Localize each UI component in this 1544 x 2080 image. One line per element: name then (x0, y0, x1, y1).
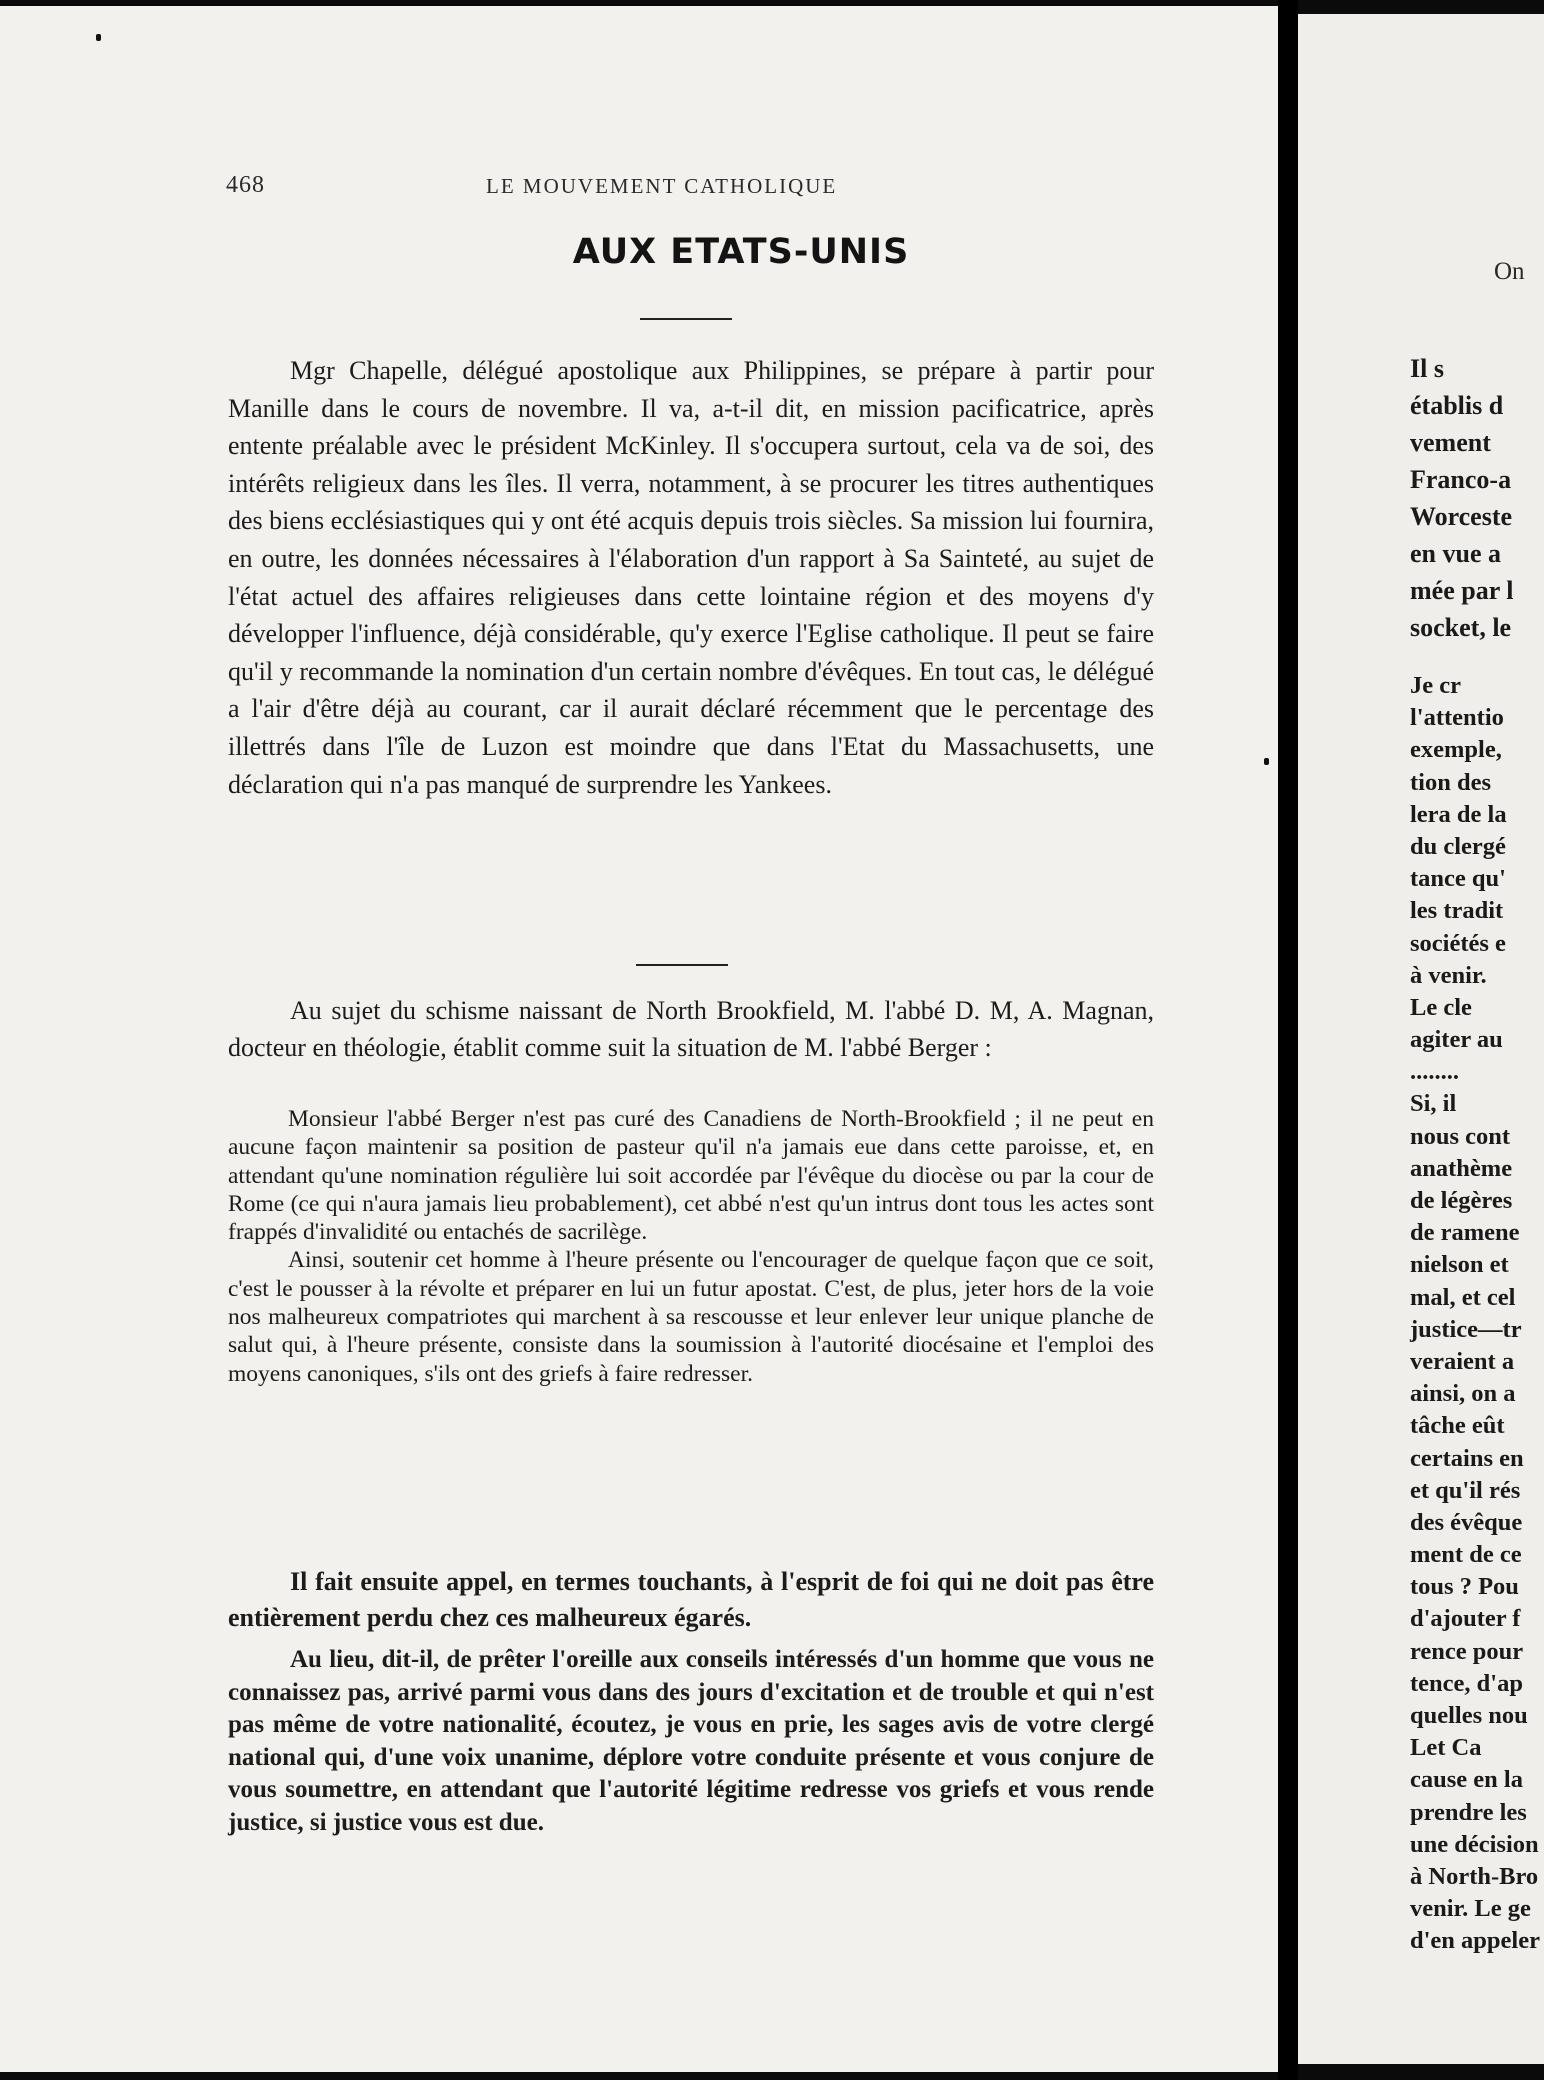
running-head (226, 172, 1256, 212)
right-line: Franco-a (1410, 465, 1512, 494)
right-line: Worceste (1410, 502, 1513, 531)
right-line: vement (1410, 428, 1491, 457)
right-line: de légères (1410, 1187, 1513, 1214)
right-line: justice—tr (1410, 1315, 1522, 1343)
title-divider (640, 318, 732, 320)
right-line: prendre les (1410, 1798, 1527, 1826)
right-running-head: On (1494, 258, 1525, 285)
right-line: sociétés e (1410, 929, 1506, 957)
right-line: cause en la (1410, 1766, 1523, 1794)
right-line: exemple, (1410, 736, 1502, 764)
right-line: tâche eût (1410, 1412, 1505, 1440)
right-line: tance qu' (1410, 865, 1506, 893)
right-line: et qu'il rés (1410, 1476, 1521, 1504)
right-line: socket, le (1410, 613, 1512, 642)
block-quote (228, 1105, 1154, 1388)
body-paragraph (228, 992, 1154, 1066)
right-line: anathème (1410, 1154, 1513, 1182)
section-divider (636, 964, 728, 966)
right-line: du clergé (1410, 832, 1506, 860)
scan-speck (1264, 758, 1269, 765)
right-line: quelles nou (1410, 1702, 1528, 1729)
quote-ainsi: Ainsi, soutenir cet homme à l'heure présente ou l'encourager de quelque façon que ce soit, c'est le pousser à la révolte et préparer en lui un futur apostat. C'est, de plus, jeter hors de la voie nos malheureux compatriotes qui marchent à sa rescousse et leur enlever leur unique planche de salut qui, à l'heure présente, consiste dans la soumission à l'autorité diocésaine et l'emploi des moyens canoniques, s'ils ont des griefs à faire redresser. (228, 1247, 1154, 1387)
right-line: tous ? Pou (1410, 1573, 1519, 1601)
page-gutter (1278, 0, 1298, 2080)
right-line: veraient a (1410, 1347, 1515, 1375)
right-line: les tradit (1410, 897, 1504, 925)
right-column-top (1410, 350, 1514, 646)
right-line: agiter au (1410, 1026, 1503, 1054)
block-quote (228, 1644, 1154, 1839)
right-line: à venir. (1410, 961, 1487, 989)
right-line: certains en (1410, 1444, 1524, 1472)
paragraph-appel: Il fait ensuite appel, en termes touchants, à l'esprit de foi qui ne doit pas être entièrement perdu chez ces malheureux égarés. (228, 1567, 1154, 1632)
right-line: de ramene (1410, 1219, 1520, 1247)
right-line: Le cle (1410, 993, 1472, 1021)
right-line: rence pour (1410, 1637, 1524, 1665)
right-line: Je cr (1410, 672, 1461, 699)
right-page (1298, 14, 1544, 2064)
right-line: tence, d'ap (1410, 1669, 1523, 1697)
right-line: lera de la (1410, 800, 1507, 828)
right-line: à North-Bro (1410, 1862, 1539, 1890)
paragraph-schisme: Au sujet du schisme naissant de North Brookfield, M. l'abbé D. M, A. Magnan, docteur en théologie, établit comme suit la situation de M. l'abbé Berger : (228, 996, 1154, 1062)
page-number: 468 (226, 172, 265, 198)
right-line: ........ (1410, 1058, 1459, 1086)
right-column-bottom (1410, 670, 1540, 1958)
right-line: tion des (1410, 768, 1492, 796)
right-line: d'en appeler (1410, 1927, 1540, 1955)
right-line: Si, il (1410, 1090, 1457, 1118)
quote-berger: Monsieur l'abbé Berger n'est pas curé des Canadiens de North-Brookfield ; il ne peut en aucune façon maintenir sa position de pasteur qu'il n'a jamais eue dans cette paroisse, et, en attendant qu'une nomination régulière lui soit accordée par l'évêque du diocèse ou par la cour de Rome (ce qui n'aura jamais lieu probablement), cet abbé n'est qu'un intrus dont tous les actes sont frappés d'invalidité ou entachés de sacrilège. (228, 1106, 1154, 1246)
right-line: ainsi, on a (1410, 1380, 1516, 1408)
right-line: d'ajouter f (1410, 1605, 1521, 1633)
running-title: LE MOUVEMENT CATHOLIQUE (486, 174, 838, 198)
article-title: AUX ETATS-UNIS (572, 232, 910, 272)
scan-speck (96, 34, 101, 41)
right-line: ment de ce (1410, 1541, 1522, 1569)
right-line: nous cont (1410, 1122, 1511, 1150)
right-line: venir. Le ge (1410, 1895, 1531, 1923)
right-line: Let Ca (1410, 1734, 1482, 1762)
body-paragraph (228, 352, 1154, 803)
right-line: une décision (1410, 1830, 1539, 1858)
right-line: nielson et (1410, 1251, 1509, 1279)
quote-au-lieu: Au lieu, dit-il, de prêter l'oreille aux conseils intéressés d'un homme que vous ne connaissez pas, arrivé parmi vous dans des jours d'excitation et de trouble et qui n'est pas même de votre nationalité, écoutez, je vous en prie, les sages avis de votre clergé national qui, d'une voix unanime, déplore votre conduite présente et vous conjure de vous soumettre, en attendant que l'autorité légitime redresse vos griefs et vous rende justice, si justice vous est due. (228, 1646, 1154, 1836)
right-line: des évêque (1410, 1508, 1523, 1536)
right-line: mée par l (1410, 576, 1514, 605)
right-line: Il s (1410, 354, 1444, 383)
paragraph-chapelle: Mgr Chapelle, délégué apostolique aux Philippines, se prépare à partir pour Manille dans le cours de novembre. Il va, a-t-il dit, en mission pacificatrice, après entente préalable avec le président McKinley. Il s'occupera surtout, cela va de soi, des intérêts religieux dans les îles. Il verra, notamment, à se procurer les titres authentiques des biens ecclésiastiques qui y ont été acquis depuis trois siècles. Sa mission lui fournira, en outre, les données nécessaires à l'élaboration d'un rapport à Sa Sainteté, au sujet de l'état actuel des affaires religieuses dans cette lointaine région et des moyens d'y développer l'influence, déjà considérable, qu'y exerce l'Eglise catholique. Il peut se faire qu'il y recommande la nomination d'un certain nombre d'évêques. En tout cas, le délégué a l'air d'être déjà au courant, car il aurait déclaré récemment que le percentage des illettrés dans l'île de Luzon est moindre que dans l'Etat du Massachusetts, une déclaration qui n'a pas manqué de surprendre les Yankees. (228, 356, 1154, 799)
left-page (0, 6, 1278, 2072)
right-line: l'attentio (1410, 704, 1504, 732)
right-line: mal, et cel (1410, 1283, 1516, 1311)
body-paragraph (228, 1564, 1154, 1636)
right-line: établis d (1410, 391, 1504, 420)
right-line: en vue a (1410, 539, 1501, 568)
